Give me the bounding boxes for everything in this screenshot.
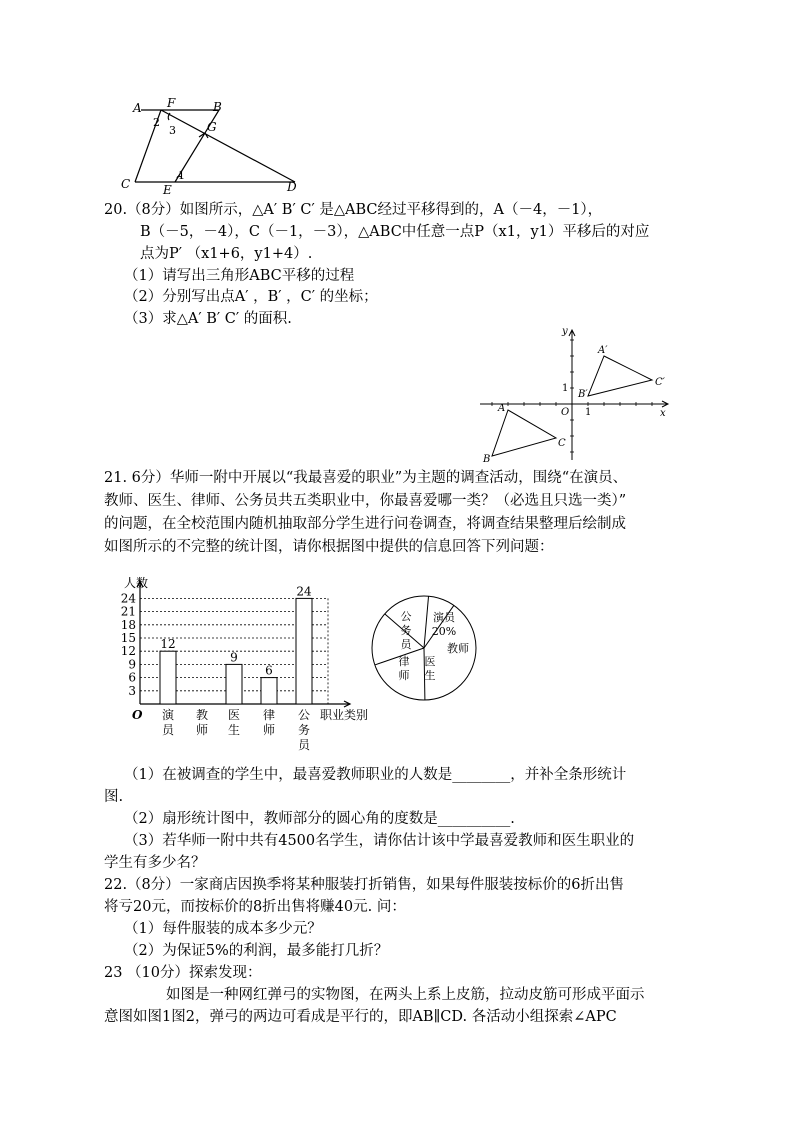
slice-label-公务员: 务 xyxy=(400,624,412,637)
point-A-prime: A′ xyxy=(598,345,608,356)
category-label-演员: 演 xyxy=(161,708,175,722)
q21-line1: 21. 6分）华师一附中开展以“我最喜爱的职业”为主题的调查活动，围绕“在演员、 xyxy=(104,470,628,486)
q21-line3: 的问题，在全校范围内随机抽取部分学生进行问卷调查，将调查结果整理后绘制成 xyxy=(104,516,626,532)
angle-3-label: 3 xyxy=(169,124,176,137)
y-tick-label: 21 xyxy=(120,604,136,619)
category-label-律师: 律 xyxy=(262,708,276,722)
category-label-公务员: 公 xyxy=(297,708,311,722)
slice-label-演员: 演员 xyxy=(433,611,455,624)
y-tick-label: 6 xyxy=(128,670,136,685)
x-axis-title: 职业类别 xyxy=(320,708,369,722)
q23-line1: 23 （10分）探索发现： xyxy=(104,965,262,981)
angle-2-label: 2 xyxy=(153,116,160,129)
q21-sub3a: （3）若华师一附中共有4500名学生，请你估计该中学最喜爱教师和医生职业的 xyxy=(124,833,635,849)
slice-label-医生: 生 xyxy=(424,669,436,682)
bar-value-label: 9 xyxy=(230,650,238,665)
y-tick-label: 18 xyxy=(120,617,136,632)
origin-label: O xyxy=(132,708,143,722)
slice-label-教师: 教师 xyxy=(447,642,469,655)
q22-line2: 将亏20元，而按标价的8折出售将赚40元. 问： xyxy=(104,899,406,915)
q22-line1: 22.（8分）一家商店因换季将某种服装打折销售，如果每件服装按标价的6折出售 xyxy=(104,877,625,893)
q21-sub1b: 图. xyxy=(104,789,124,805)
q21-sub2: （2）扇形统计图中，教师部分的圆心角的度数是__________. xyxy=(124,811,515,827)
tick-y-1: 1 xyxy=(562,383,569,394)
bar-value-label: 12 xyxy=(160,637,176,652)
q23-line3: 意图如图1图2，弹弓的两边可看成是平行的，即AB∥CD. 各活动小组探索∠APC xyxy=(104,1009,617,1025)
label-A: A xyxy=(133,101,142,115)
q20-line1: 20.（8分）如图所示，△A′ B′ C′ 是△ABC经过平移得到的，A（－4，－1）， xyxy=(104,202,603,218)
y-tick-label: 24 xyxy=(120,591,136,606)
point-B-prime: B′ xyxy=(578,389,588,400)
y-tick-label: 9 xyxy=(128,657,136,672)
y-tick-label: 15 xyxy=(120,631,136,645)
q20-sub1: （1）请写出三角形ABC平移的过程 xyxy=(124,268,355,284)
label-B: B xyxy=(213,100,222,114)
slice-label-医生: 医 xyxy=(424,655,436,668)
q21-sub1a: （1）在被调查的学生中，最喜爱教师职业的人数是________，并补全条形统计 xyxy=(124,767,627,783)
category-label-医生: 医 xyxy=(227,708,241,722)
tick-x-1: 1 xyxy=(585,407,592,418)
category-label-律师: 师 xyxy=(262,723,276,737)
pie-chart xyxy=(368,592,480,704)
x-axis-label: x xyxy=(660,408,666,419)
slice-label-律师: 律 xyxy=(398,655,410,668)
bar-value-label: 6 xyxy=(265,663,273,678)
q22-sub2: （2）为保证5%的利润，最多能打几折？ xyxy=(124,943,389,959)
slice-label-公务员: 公 xyxy=(400,610,412,623)
angle-1-label: 1 xyxy=(178,169,185,182)
category-label-教师: 师 xyxy=(195,723,209,737)
category-label-教师: 教 xyxy=(195,708,209,722)
q23-line2: 如图是一种网红弹弓的实物图，在两头上系上皮筋，拉动皮筋可形成平面示 xyxy=(166,987,645,1003)
q20-line2: B（－5，－4），C（－1，－3），△ABC中任意一点P（x1，y1）平移后的对应 xyxy=(140,224,650,240)
bar-公务员 xyxy=(296,598,312,704)
label-E: E xyxy=(163,183,172,196)
bar-演员 xyxy=(160,651,176,704)
bar-chart xyxy=(110,556,390,756)
category-label-演员: 员 xyxy=(161,723,175,737)
bar-医生 xyxy=(226,664,242,704)
category-label-医生: 生 xyxy=(227,723,241,737)
coordinate-figure xyxy=(478,322,678,464)
label-G: G xyxy=(207,120,217,134)
slice-label-演员: 20% xyxy=(431,625,457,638)
point-C-prime: C′ xyxy=(655,377,665,388)
label-C: C xyxy=(121,177,131,191)
q21-line4: 如图所示的不完整的统计图，请你根据图中提供的信息回答下列问题： xyxy=(104,539,554,555)
category-label-公务员: 务 xyxy=(297,723,311,737)
point-A: A xyxy=(498,403,506,414)
q20-sub2: （2）分别写出点A′ ，B′ ，C′ 的坐标； xyxy=(124,289,378,305)
q21-sub3b: 学生有多少名？ xyxy=(104,855,206,871)
y-axis-label: y xyxy=(562,326,568,337)
y-tick-label: 12 xyxy=(120,644,136,659)
point-B: B xyxy=(483,454,491,464)
category-label-公务员: 员 xyxy=(297,738,311,752)
geometry-figure-1 xyxy=(115,96,315,196)
slice-label-公务员: 员 xyxy=(400,638,412,651)
label-F: F xyxy=(167,96,176,110)
origin-label: O xyxy=(561,407,570,418)
q20-sub3: （3）求△A′ B′ C′ 的面积. xyxy=(124,311,292,327)
q21-line2: 教师、医生、律师、公务员共五类职业中，你最喜爱哪一类？（必选且只选一类）” xyxy=(104,493,627,509)
y-tick-label: 3 xyxy=(128,683,136,698)
bar-value-label: 24 xyxy=(296,584,312,599)
bar-律师 xyxy=(261,678,277,704)
label-D: D xyxy=(287,180,297,194)
point-C: C xyxy=(558,438,566,449)
y-axis-title: 人数 xyxy=(124,576,149,591)
slice-label-律师: 师 xyxy=(398,669,410,682)
q20-line3: 点为P′ （x1+6，y1+4）. xyxy=(140,246,313,262)
q22-sub1: （1）每件服装的成本多少元？ xyxy=(124,921,322,937)
